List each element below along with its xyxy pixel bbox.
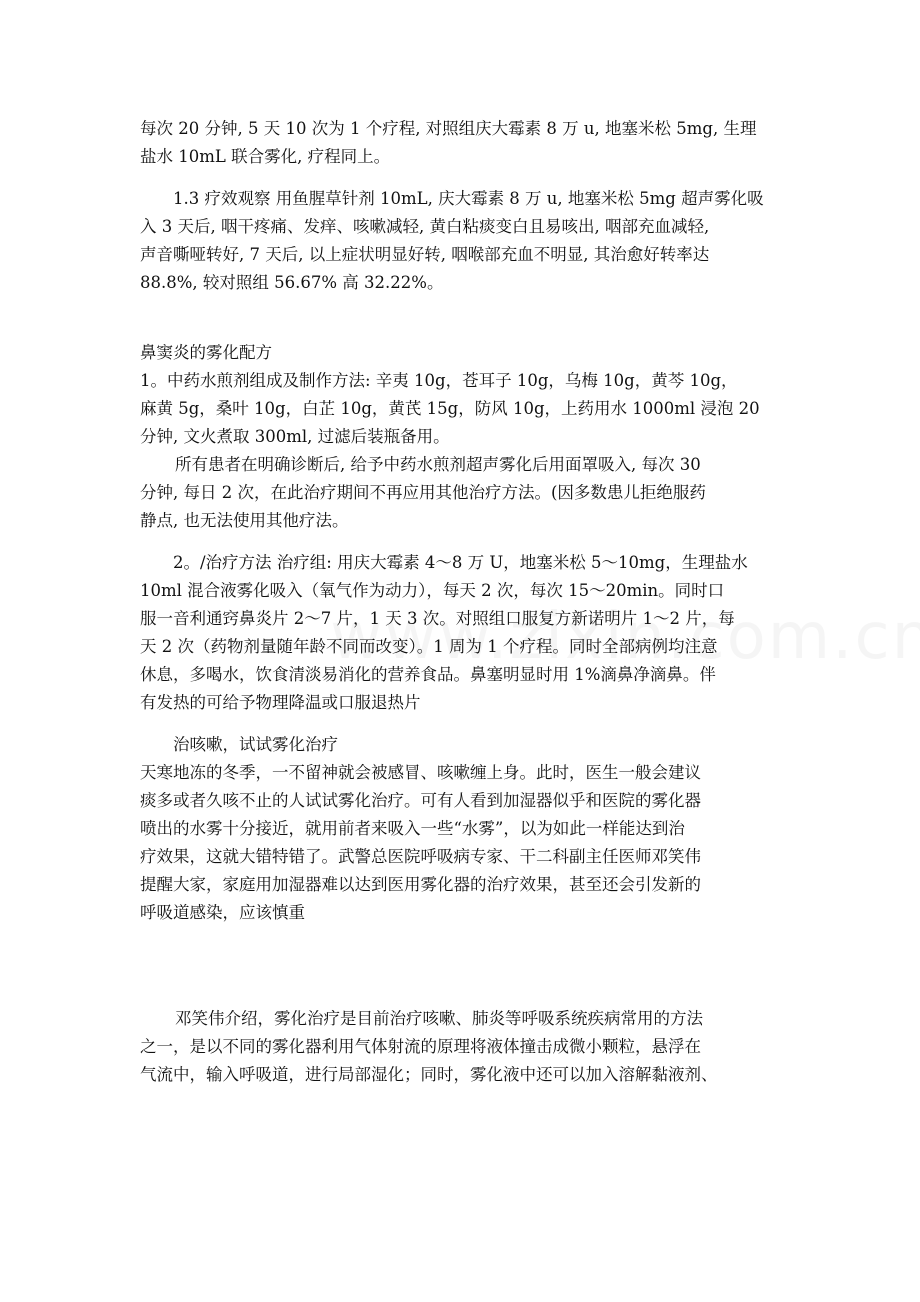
- text-line: 1。中药水煎剂组成及制作方法: 辛夷 10g，苍耳子 10g，乌梅 10g，黄芩 10g，: [140, 371, 738, 390]
- text-line: 天寒地冻的冬季，一不留神就会被感冒、咳嗽缠上身。此时，医生一般会建议: [140, 763, 701, 782]
- text-line: 所有患者在明确诊断后, 给予中药水煎剂超声雾化后用面罩吸入, 每次 30: [175, 455, 701, 474]
- text-line: 提醒大家，家庭用加湿器难以达到医用雾化器的治疗效果，甚至还会引发新的: [140, 875, 701, 894]
- text-line: 10ml 混合液雾化吸入（氧气作为动力），每天 2 次，每次 15～20min。同时口: [140, 581, 725, 600]
- text-line: 盐水 10mL 联合雾化, 疗程同上。: [140, 147, 391, 166]
- text-line: 88.8%, 较对照组 56.67% 高 32.22%。: [140, 273, 444, 292]
- text-line: 天 2 次（药物剂量随年龄不同而改变）。1 周为 1 个疗程。同时全部病例均注意: [140, 637, 718, 656]
- text-line: 有发热的可给予物理降温或口服退热片: [140, 693, 421, 712]
- text-line: 每次 20 分钟, 5 天 10 次为 1 个疗程, 对照组庆大霉素 8 万 u, 地塞米松 5mg, 生理: [140, 119, 757, 138]
- text-line: 呼吸道感染，应该慎重: [140, 903, 305, 922]
- document-body: [140, 115, 790, 1089]
- text-line: 之一，是以不同的雾化器利用气体射流的原理将液体撞击成微小颗粒，悬浮在: [140, 1037, 701, 1056]
- text-line: 喷出的水雾十分接近，就用前者来吸入一些“水雾”，以为如此一样能达到治: [140, 819, 685, 838]
- text-line: 邓笑伟介绍，雾化治疗是目前治疗咳嗽、肺炎等呼吸系统疾病常用的方法: [175, 1009, 703, 1028]
- section-heading: 治咳嗽，试试雾化治疗: [173, 735, 338, 754]
- text-line: 服一音利通窍鼻炎片 2～7 片，1 天 3 次。对照组口服复方新诺明片 1～2 片，每: [140, 609, 735, 628]
- text-line: 麻黄 5g，桑叶 10g，白芷 10g，黄芪 15g，防风 10g，上药用水 1000ml 浸泡 20: [140, 399, 760, 418]
- text-line: 入 3 天后, 咽干疼痛、发痒、咳嗽减轻, 黄白粘痰变白且易咳出, 咽部充血减轻,: [140, 217, 710, 236]
- text-line: 2。/治疗方法 治疗组: 用庆大霉素 4～8 万 U，地塞米松 5～10mg，生理盐水: [173, 553, 748, 572]
- section-heading: 鼻窦炎的雾化配方: [140, 343, 272, 362]
- text-line: 声音嘶哑转好, 7 天后, 以上症状明显好转, 咽喉部充血不明显, 其治愈好转率达: [140, 245, 710, 264]
- text-line: 分钟, 每日 2 次，在此治疗期间不再应用其他治疗方法。(因多数患儿拒绝服药: [140, 483, 706, 502]
- text-line: 痰多或者久咳不止的人试试雾化治疗。可有人看到加湿器似乎和医院的雾化器: [140, 791, 701, 810]
- text-line: 休息，多喝水，饮食清淡易消化的营养食品。鼻塞明显时用 1%滴鼻净滴鼻。伴: [140, 665, 716, 684]
- text-line: 静点, 也无法使用其他疗法。: [140, 511, 349, 530]
- text-line: 分钟, 文火煮取 300ml, 过滤后装瓶备用。: [140, 427, 450, 446]
- text-line: 气流中，输入呼吸道，进行局部湿化；同时，雾化液中还可以加入溶解黏液剂、: [140, 1065, 718, 1084]
- text-line: 1.3 疗效观察 用鱼腥草针剂 10mL, 庆大霉素 8 万 u, 地塞米松 5mg 超声雾化吸: [173, 189, 764, 208]
- text-line: 疗效果，这就大错特错了。武警总医院呼吸病专家、干二科副主任医师邓笑伟: [140, 847, 701, 866]
